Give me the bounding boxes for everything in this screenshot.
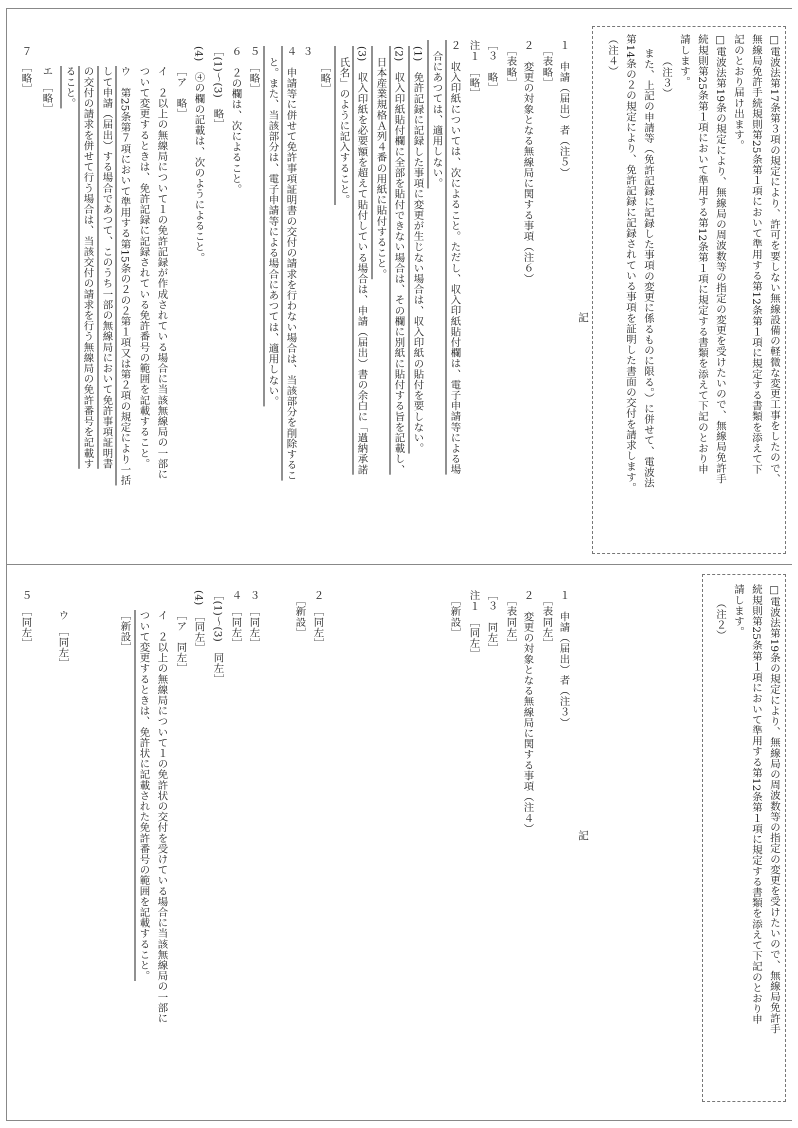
top-note-6-1-3: ［(1)～(3) 略］ [211, 46, 224, 130]
top-note-2-3-cont: 氏名」のように記入すること。 [337, 46, 350, 205]
top-notice-line-4: □電波法第19条の規定により、無線局の周波数等の指定の変更を受けたいので、無線局免許手 [714, 34, 726, 484]
top-note-6-4-u-cont-1: して申請（届出）する場合であつて、このうち一部の無線局において免許事項証明書 [100, 66, 113, 469]
top-note-2-2-cont: 日本産業規格Ａ列４番の用紙に貼付すること。 [374, 46, 387, 280]
top-notice-line-8: また、上記の申請等（免許記録に記録した事項の変更に係るものに限る。）に併せて、電波法 [642, 48, 654, 488]
bottom-note-4-4-a: ［ア 同左］ [174, 610, 187, 674]
bottom-new-3: ［新設］ [118, 610, 131, 653]
top-item-3: ［３ 略］ [485, 40, 498, 93]
top-notice-line-1: □電波法第17条第３項の規定により、許可を要しない無線設備の軽微な変更工事をしたので、 [768, 34, 780, 484]
top-note-3: ３ [300, 46, 313, 57]
left-border [6, 8, 7, 1120]
bottom-notice-line-3: 請します。 [732, 584, 744, 637]
bottom-note-4-4-u: ウ ［同左］ [56, 610, 69, 669]
bottom-note-3: ３ ［同左］ [247, 590, 260, 649]
top-notice-line-5: 続規則第25条第１項において準用する第12条第１項に規定する書類を添えて下記のとおり申 [696, 34, 708, 475]
top-note-6-4-i-cont: ついて変更するときは、免許記録に記録されている免許番号の範囲を記載すること。 [137, 66, 150, 469]
bottom-note-4-1-3: ［(1)～(3) 同左］ [211, 590, 224, 685]
top-note-7: ７ ［略］ [19, 46, 32, 94]
top-note-2-3: (3) 収入印紙を必要額を超えて貼付している場合は、申請（届出）書の余白に「過納承諾 [355, 46, 368, 475]
bottom-note-1: 注１ ［同左］ [467, 590, 480, 659]
top-item-1: １ 申請（届出）者（注５） [557, 40, 570, 178]
top-notice-line-10: （注４） [606, 34, 618, 77]
top-border [6, 8, 792, 9]
top-notice-line-7: （注３） [660, 56, 672, 99]
top-item-2-table: ［表略］ [504, 40, 517, 88]
bottom-item-1-table: ［表同左］ [540, 590, 553, 649]
bottom-border [6, 1120, 792, 1121]
top-note-2-1: (1) 免許記録に記録した事項に変更が生じない場合は、収入印紙の貼付を要しない。 [411, 46, 424, 454]
bottom-note-4-4-i: イ ２以上の無線局について１の免許状の交付を受けている場合に当該無線局の一部に [155, 610, 168, 1024]
bottom-new-1: ［新設］ [448, 590, 461, 638]
top-item-2: ２ 変更の対象となる無線局に関する事項（注６） [521, 40, 534, 284]
bottom-new-2: ［新設］ [293, 590, 306, 638]
bottom-notice-line-1: □電波法第19条の規定により、無線局の周波数等の指定の変更を受けたいので、無線局免許手 [768, 584, 780, 1034]
top-note-2-cont: 合にあつては、適用しない。 [430, 40, 443, 189]
top-note-1: 注１ ［略］ [467, 40, 480, 99]
bottom-item-3: ［３ 同左］ [485, 590, 498, 654]
top-note-6-4: (4) ④の欄の記載は、次のようによること。 [192, 46, 205, 263]
top-notice-line-3: 記のとおり届け出ます。 [732, 34, 744, 151]
top-note-6-4-u-cont-3: ること。 [63, 66, 76, 109]
bottom-item-2: ２ 変更の対象となる無線局に関する事項（注４） [521, 590, 534, 834]
top-note-6-4-u-cont-2: の交付の請求を併せて行う場合は、当該交付の請求を行う無線局の免許番号を記載す [81, 66, 94, 469]
top-notice-line-2: 無線局免許手続規則第25条第１項において準用する第12条第１項に規定する書類を添えて下 [750, 34, 762, 475]
top-note-2: ２ 収入印紙については、次によること。ただし、収入印紙貼付欄は、電子申請等による場 [448, 40, 461, 475]
top-note-4: ４ 申請等に併せて免許事項証明書の交付の請求を行わない場合は、当該部分を削除するこ [284, 46, 297, 481]
top-note-6-4-u: ウ 第25条第７項において準用する第15条の２の２第１項又は第２項の規定により一括 [118, 66, 131, 486]
top-note-6-4-i: イ ２以上の無線局について１の免許記録が作成されている場合に当該無線局の一部に [155, 66, 168, 480]
bottom-ki-label: 記 [577, 830, 589, 841]
top-notice-line-6: 請します。 [678, 34, 690, 87]
top-ki-label: 記 [577, 312, 589, 323]
bottom-note-2: ２ ［同左］ [311, 590, 324, 649]
bottom-note-4: ４ ［同左］ [229, 590, 242, 649]
top-note-4-cont: と。また、当該部分は、電子申請等による場合にあつては、適用しない。 [266, 46, 279, 407]
top-item-1-table: ［表略］ [540, 40, 553, 88]
top-note-6-4-a: ［ア 略］ [174, 66, 187, 119]
bottom-item-2-table: ［表同左］ [504, 590, 517, 649]
top-note-6-4-e: エ ［略］ [40, 66, 53, 114]
top-note-2-2: (2) 収入印紙貼付欄に全部を貼付できない場合は、その欄に別紙に貼付する旨を記載し、 [392, 46, 405, 475]
bottom-note-4-4: (4) ［同左］ [192, 590, 205, 654]
top-note-omitted: ［略］ [318, 62, 331, 94]
top-notice-line-9: 第14条の２の規定により、免許記録に記録されている事項を証明した書面の交付を請求します。 [624, 34, 636, 493]
bottom-note-5: ５ ［同左］ [19, 590, 32, 649]
top-note-6: ６ ２の欄は、次によること。 [229, 46, 242, 195]
bottom-note-4-4-i-cont: ついて変更するときは、免許状に記載された免許番号の範囲を記載すること。 [137, 610, 150, 981]
middle-divider [6, 564, 792, 565]
bottom-item-1: １ 申請（届出）者（注３） [557, 590, 570, 728]
top-note-5: ５ ［略］ [247, 46, 260, 94]
bottom-notice-line-4: （注２） [714, 598, 726, 641]
bottom-notice-line-2: 続規則第25条第１項において準用する第12条第１項に規定する書類を添えて下記のとおり申 [750, 584, 762, 1025]
